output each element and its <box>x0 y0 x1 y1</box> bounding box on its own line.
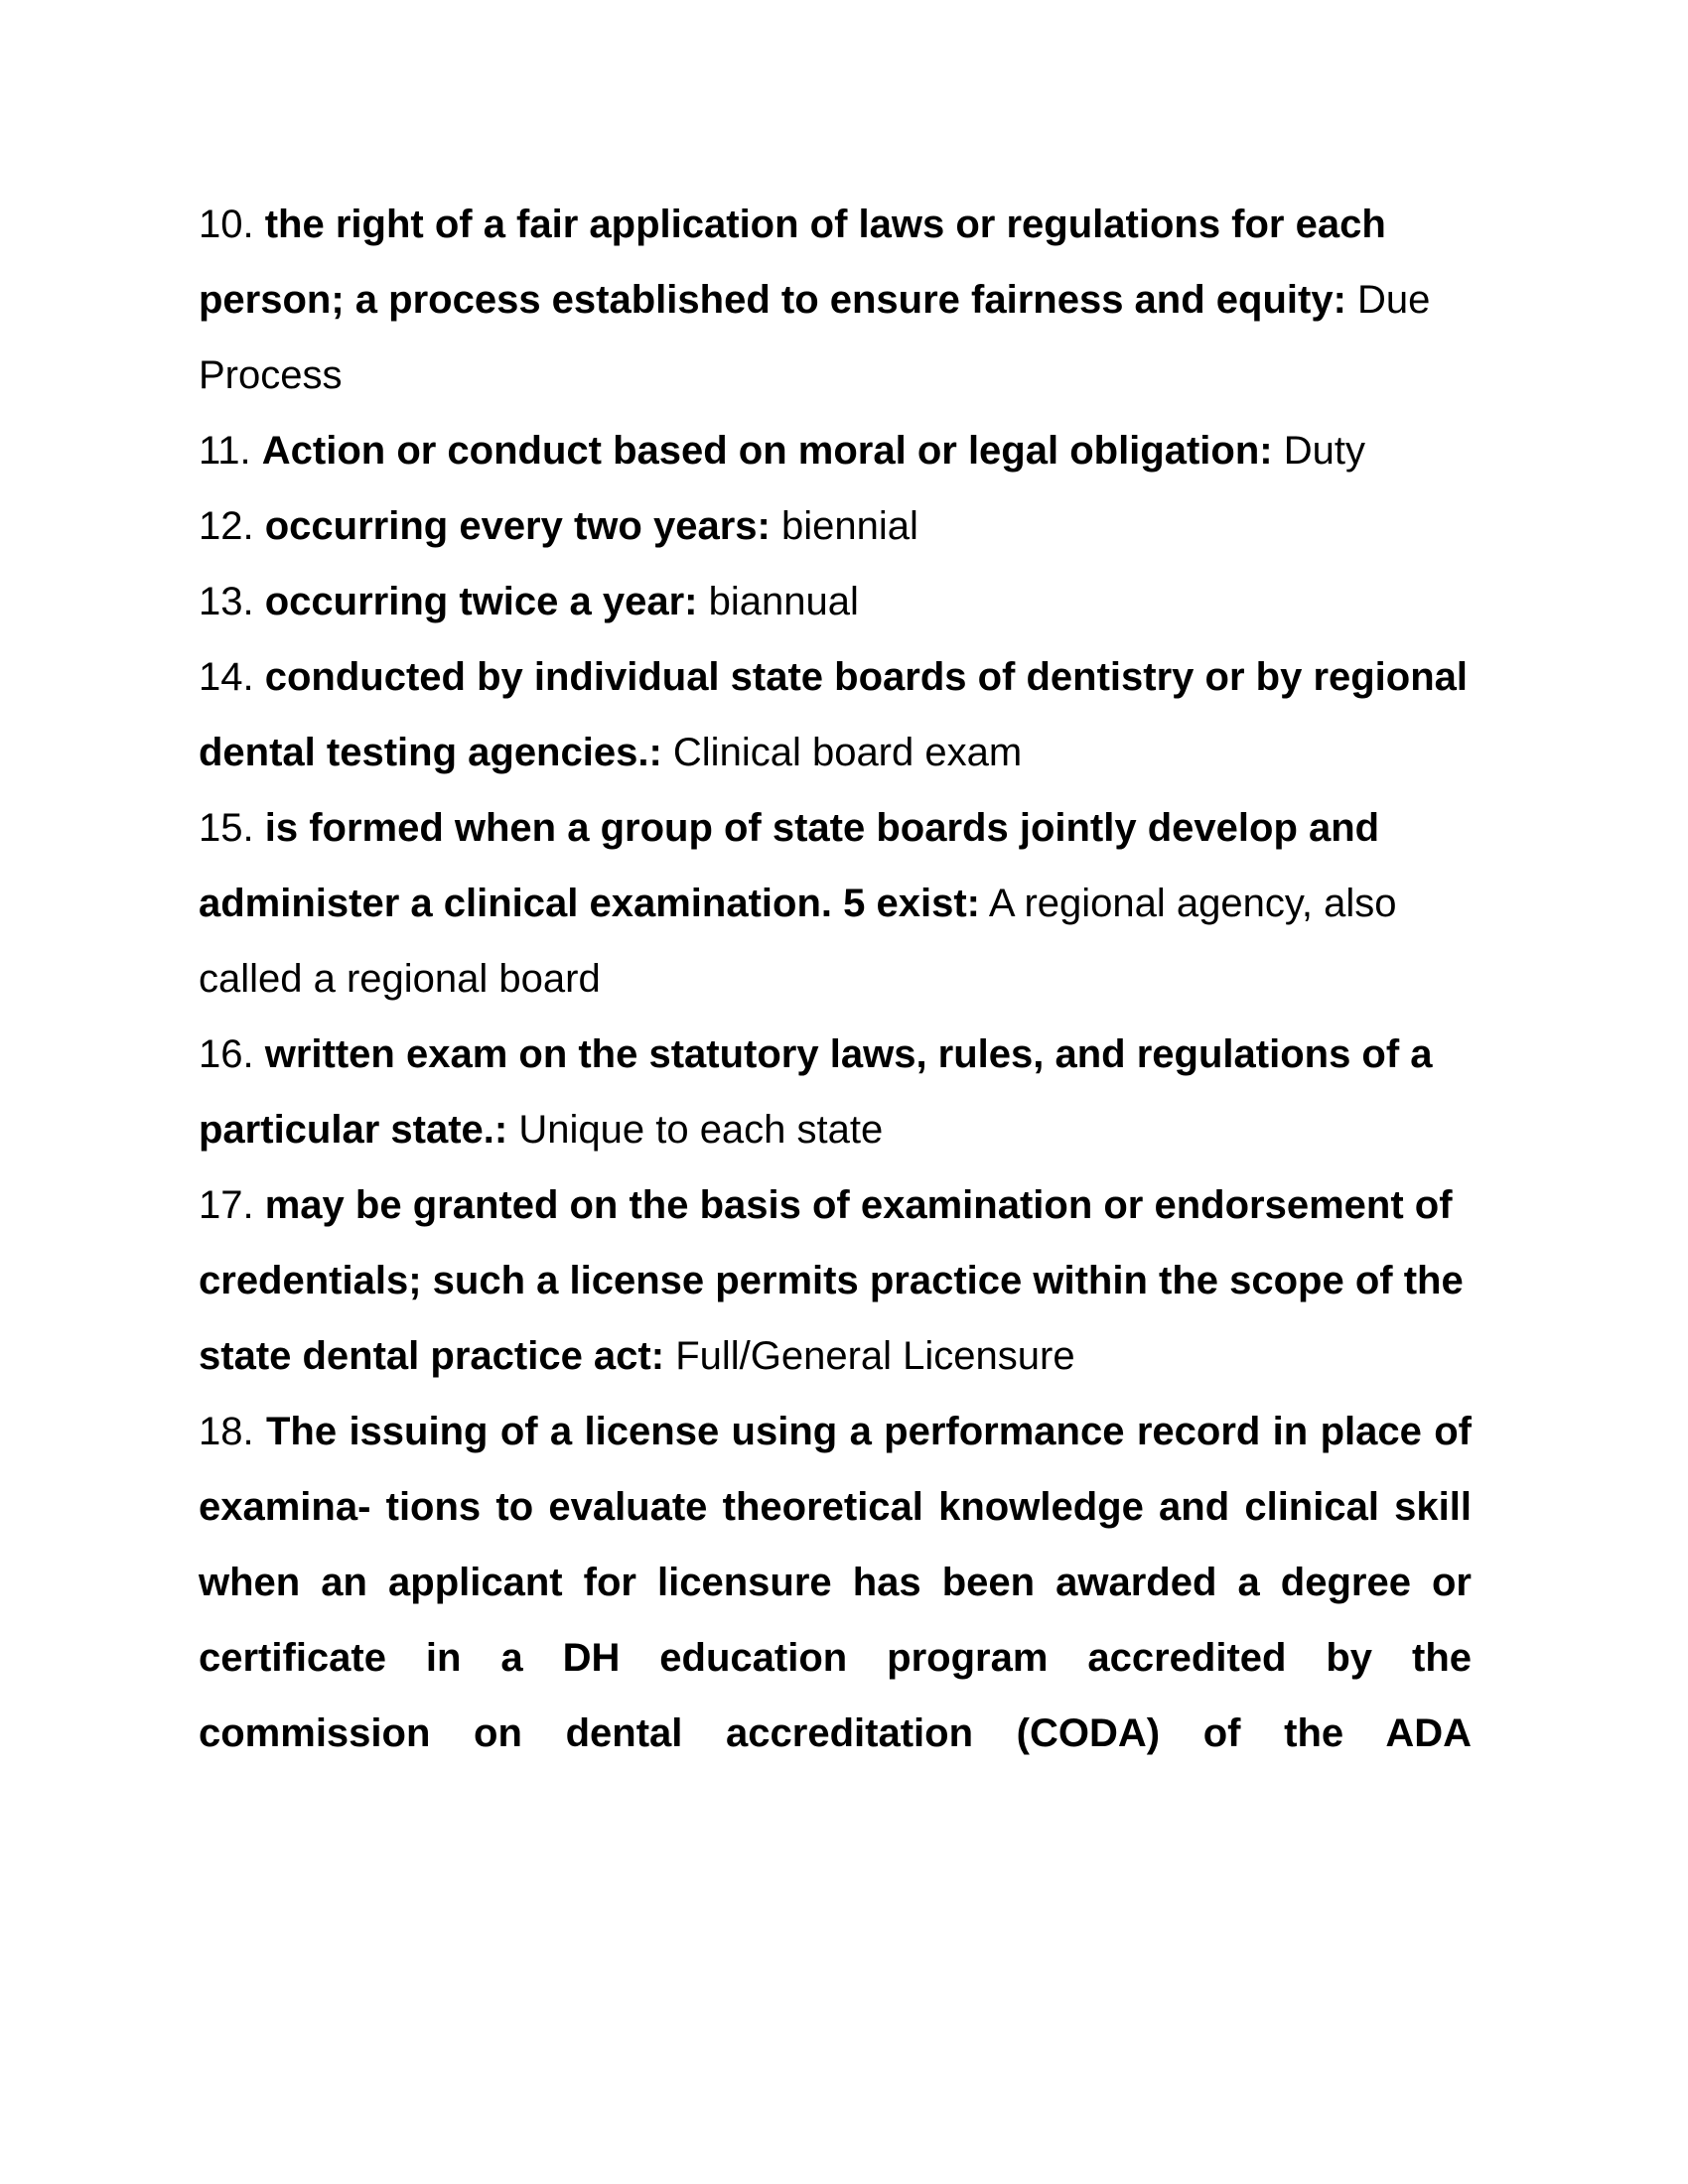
item-answer: biannual <box>708 580 859 623</box>
item-number: 16. <box>199 1032 254 1076</box>
item-number: 14. <box>199 655 254 699</box>
list-item-10 <box>199 187 1472 413</box>
item-term: Action or conduct based on moral or legal obligation: <box>261 429 1273 473</box>
item-term: occurring every two years: <box>264 504 771 548</box>
item-term: the right of a fair application of laws or regulations for each person; a process established to ensure fairness and equity: <box>199 203 1386 322</box>
item-answer: Unique to each state <box>518 1108 884 1152</box>
item-answer: Duty <box>1283 429 1365 473</box>
list-item-15 <box>199 790 1472 1017</box>
item-number: 11. <box>199 429 251 473</box>
item-number: 10. <box>199 203 254 246</box>
item-term: may be granted on the basis of examination or endorsement of credentials; such a license permits practice within the scope of the state dental practice act: <box>199 1183 1464 1378</box>
item-term: written exam on the statutory laws, rules, and regulations of a particular state.: <box>199 1032 1433 1152</box>
item-term: conducted by individual state boards of dentistry or by regional dental testing agencies.: <box>199 655 1469 774</box>
list-item-16 <box>199 1017 1472 1167</box>
item-number: 12. <box>199 504 254 548</box>
item-term: occurring twice a year: <box>264 580 698 623</box>
item-number: 18. <box>199 1410 254 1453</box>
item-term: The issuing of a license using a performance record in place of examina- tions to evaluate theoretical knowledge and clinical skill when an applicant for licensure has been awarded a degree or certificate in a DH education program accredited by the commission on dental accreditation (CODA) of the ADA <box>199 1410 1472 1755</box>
item-answer: Full/General Licensure <box>675 1334 1075 1378</box>
item-answer: Due Process <box>199 278 1431 397</box>
list-item-17 <box>199 1167 1472 1394</box>
item-answer: Clinical board exam <box>672 731 1023 774</box>
list-item-14 <box>199 639 1472 790</box>
item-number: 15. <box>199 806 254 850</box>
item-answer: biennial <box>780 504 918 548</box>
item-answer: A regional agency, also called a regional board <box>199 882 1397 1001</box>
item-number: 13. <box>199 580 254 623</box>
list-item-12 <box>199 488 1472 564</box>
list-item-18 <box>199 1394 1472 1771</box>
document-page <box>199 187 1472 1771</box>
item-number: 17. <box>199 1183 254 1227</box>
item-term: is formed when a group of state boards jointly develop and administer a clinical examination. 5 exist: <box>199 806 1380 925</box>
list-item-13 <box>199 564 1472 639</box>
list-item-11 <box>199 413 1472 488</box>
